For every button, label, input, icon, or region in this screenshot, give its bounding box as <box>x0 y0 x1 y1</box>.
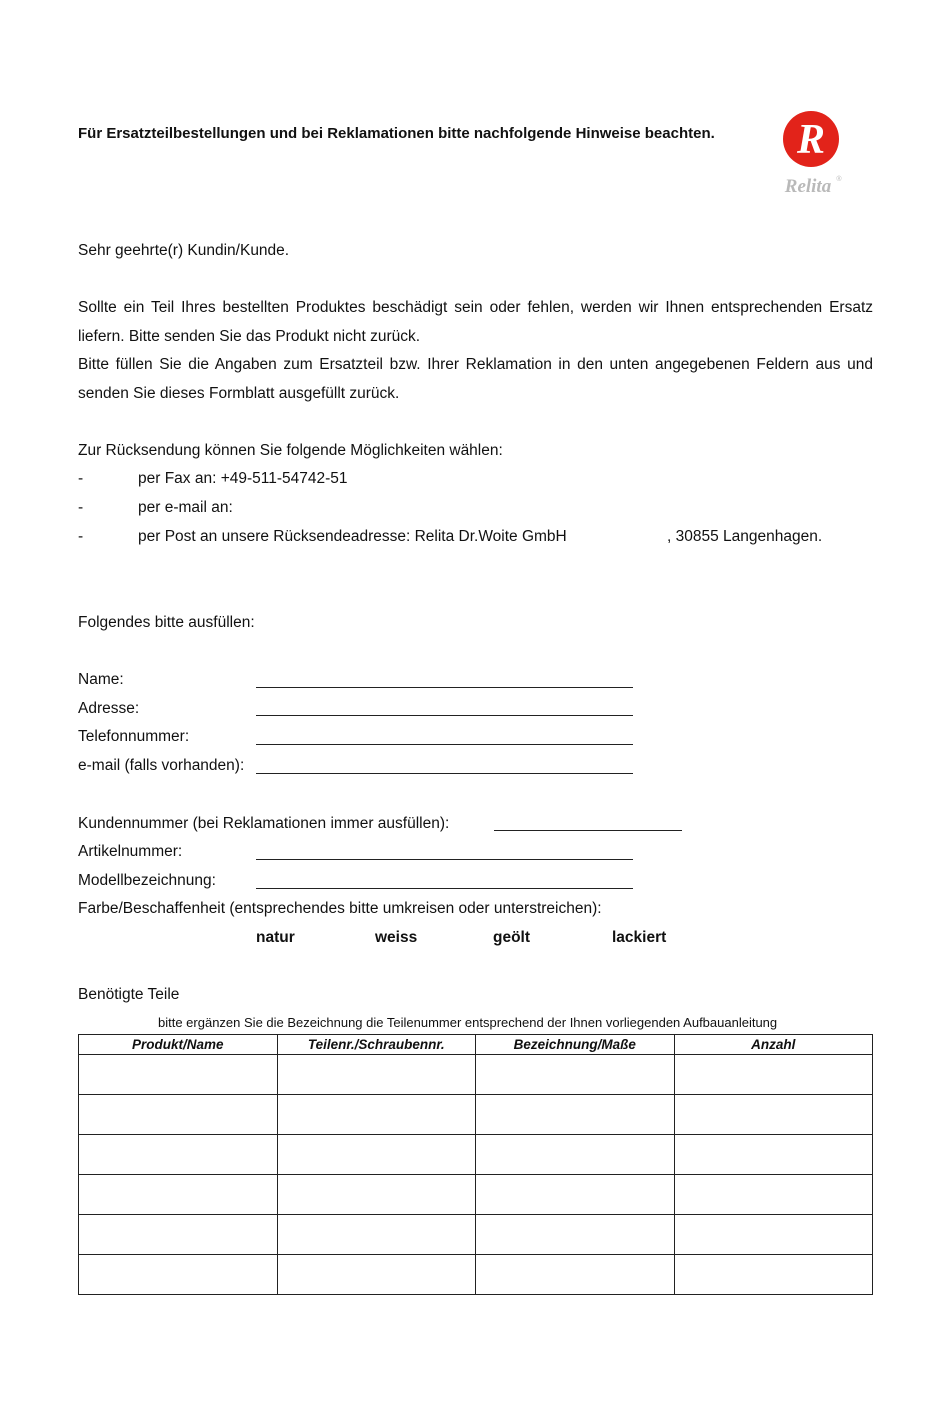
customer-number-label: Kundennummer (bei Reklamationen immer ausfüllen): <box>78 815 450 832</box>
return-post-city: , 30855 Langenhagen. <box>667 528 823 545</box>
quantity-cell[interactable] <box>674 1215 873 1255</box>
customer-number-field[interactable] <box>494 830 682 831</box>
quantity-cell[interactable] <box>674 1135 873 1175</box>
list-bullet: - <box>78 470 84 487</box>
greeting: Sehr geehrte(r) Kundin/Kunde. <box>78 242 290 259</box>
part-number-cell[interactable] <box>277 1215 476 1255</box>
part-number-cell[interactable] <box>277 1095 476 1135</box>
part-number-cell[interactable] <box>277 1055 476 1095</box>
description-cell[interactable] <box>476 1255 675 1295</box>
part-number-cell[interactable] <box>277 1175 476 1215</box>
description-cell[interactable] <box>476 1215 675 1255</box>
return-option-post: per Post an unsere Rücksendeadresse: Relita Dr.Woite GmbH <box>138 528 567 545</box>
article-number-field[interactable] <box>256 859 633 860</box>
quantity-cell[interactable] <box>674 1175 873 1215</box>
product-cell[interactable] <box>79 1135 278 1175</box>
parts-title: Benötigte Teile <box>78 986 180 1003</box>
color-option-geoelt[interactable]: geölt <box>493 929 531 946</box>
list-bullet: - <box>78 499 84 516</box>
product-cell[interactable] <box>79 1095 278 1135</box>
return-option-email: per e-mail an: <box>138 499 233 516</box>
color-label: Farbe/Beschaffenheit (entsprechendes bitte umkreisen oder unterstreichen): <box>78 900 602 917</box>
return-options-intro: Zur Rücksendung können Sie folgende Möglichkeiten wählen: <box>78 442 503 459</box>
description-cell[interactable] <box>476 1135 675 1175</box>
article-number-label: Artikelnummer: <box>78 843 183 860</box>
model-field[interactable] <box>256 888 633 889</box>
table-row <box>79 1055 873 1095</box>
color-option-weiss[interactable]: weiss <box>375 929 418 946</box>
color-option-natur[interactable]: natur <box>256 929 295 946</box>
name-field[interactable] <box>256 687 633 688</box>
part-number-cell[interactable] <box>277 1255 476 1295</box>
logo-registered-mark: ® <box>836 176 842 183</box>
product-cell[interactable] <box>79 1255 278 1295</box>
column-header-quantity: Anzahl <box>674 1035 873 1055</box>
product-cell[interactable] <box>79 1215 278 1255</box>
name-label: Name: <box>78 671 124 688</box>
phone-label: Telefonnummer: <box>78 728 190 745</box>
intro-paragraph-1: Sollte ein Teil Ihres bestellten Produktes beschädigt sein oder fehlen, werden wir Ihnen entsprechenden Ersatz liefern. Bitte senden Sie das Produkt nicht zurück. <box>78 299 873 345</box>
table-row <box>79 1175 873 1215</box>
table-row <box>79 1215 873 1255</box>
quantity-cell[interactable] <box>674 1055 873 1095</box>
table-header-row <box>79 1035 873 1055</box>
parts-table <box>78 1034 873 1295</box>
email-label: e-mail (falls vorhanden): <box>78 757 245 774</box>
part-number-cell[interactable] <box>277 1135 476 1175</box>
form-intro: Folgendes bitte ausfüllen: <box>78 614 255 631</box>
column-header-description: Bezeichnung/Maße <box>476 1035 675 1055</box>
table-row <box>79 1095 873 1135</box>
email-field[interactable] <box>256 773 633 774</box>
product-cell[interactable] <box>79 1055 278 1095</box>
color-option-lackiert[interactable]: lackiert <box>612 929 667 946</box>
return-option-fax: per Fax an: +49-511-54742-51 <box>138 470 348 487</box>
parts-note: bitte ergänzen Sie die Bezeichnung die Teilenummer entsprechend der Ihnen vorliegenden Aufbauanleitung <box>158 1015 778 1030</box>
logo-letter: R <box>796 117 826 163</box>
quantity-cell[interactable] <box>674 1255 873 1295</box>
description-cell[interactable] <box>476 1095 675 1135</box>
table-row <box>79 1255 873 1295</box>
logo-wordmark: Relita <box>784 176 832 197</box>
list-bullet: - <box>78 528 84 545</box>
relita-logo <box>778 110 844 198</box>
description-cell[interactable] <box>476 1055 675 1095</box>
model-label: Modellbezeichnung: <box>78 872 216 889</box>
address-field[interactable] <box>256 715 633 716</box>
description-cell[interactable] <box>476 1175 675 1215</box>
column-header-product: Produkt/Name <box>79 1035 278 1055</box>
product-cell[interactable] <box>79 1175 278 1215</box>
phone-field[interactable] <box>256 744 633 745</box>
table-row <box>79 1135 873 1175</box>
address-label: Adresse: <box>78 700 140 717</box>
column-header-part-number: Teilenr./Schraubennr. <box>277 1035 476 1055</box>
intro-paragraph-2: Bitte füllen Sie die Angaben zum Ersatzteil bzw. Ihrer Reklamation in den unten angegebenen Feldern aus und senden Sie dieses Formblatt ausgefüllt zurück. <box>78 356 873 402</box>
page-heading: Für Ersatzteilbestellungen und bei Reklamationen bitte nachfolgende Hinweise beachten. <box>78 125 715 142</box>
quantity-cell[interactable] <box>674 1095 873 1135</box>
